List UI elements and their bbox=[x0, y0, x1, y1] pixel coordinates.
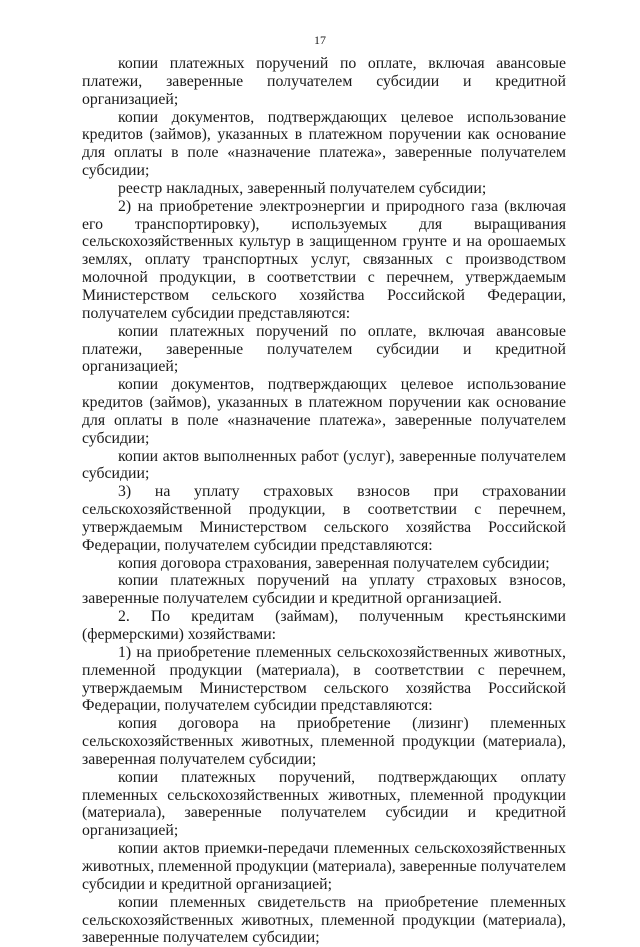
paragraph: 3) на уплату страховых взносов при страховании сельскохозяйственной продукции, в соответствии с перечнем, утверждаемым Министерством сельского хозяйства Российской Федерации, получателем субсидии представляются: bbox=[82, 483, 566, 554]
paragraph: копии документов, подтверждающих целевое использование кредитов (займов), указанных в платежном поручении как основание для оплаты в поле «назначение платежа», заверенные получателем субсидии; bbox=[82, 108, 566, 180]
paragraph: копии платежных поручений на уплату страховых взносов, заверенные получателем субсидии и кредитной организацией. bbox=[82, 572, 566, 608]
paragraph: копии платежных поручений, подтверждающих оплату племенных сельскохозяйственных животных, племенной продукции (материала), заверенные получателем субсидии и кредитной организацией; bbox=[82, 768, 566, 840]
paragraph: копии платежных поручений по оплате, включая авансовые платежи, заверенные получателем субсидии и кредитной организацией; bbox=[82, 322, 566, 376]
paragraph: реестр накладных, заверенный получателем субсидии; bbox=[118, 179, 487, 197]
paragraph: копии актов приемки-передачи племенных сельскохозяйственных животных, племенной продукции (материала), заверенные получателем субсидии и кредитной организацией; bbox=[82, 840, 566, 893]
paragraph: копии платежных поручений по оплате, включая авансовые платежи, заверенные получателем субсидии и кредитной организацией; bbox=[82, 55, 566, 108]
paragraph: копии документов, подтверждающих целевое использование кредитов (займов), указанных в платежном поручении как основание для оплаты в поле «назначение платежа», заверенные получателем субсидии; bbox=[82, 376, 566, 447]
paragraph: копия договора на приобретение (лизинг) племенных сельскохозяйственных животных, племенной продукции (материала), заверенная получателем субсидии; bbox=[82, 715, 566, 768]
paragraph: копии актов выполненных работ (услуг), заверенные получателем субсидии; bbox=[82, 447, 566, 483]
paragraph: копии племенных свидетельств на приобретение племенных сельскохозяйственных животных, племенной продукции (материала), заверенные получателем субсидии; bbox=[82, 893, 566, 947]
paragraph: копия договора страхования, заверенная получателем субсидии; bbox=[118, 554, 550, 572]
paragraph: 2. По кредитам (займам), полученным крестьянскими (фермерскими) хозяйствами: bbox=[82, 608, 566, 643]
document-body bbox=[82, 55, 566, 947]
paragraph: 1) на приобретение племенных сельскохозяйственных животных, племенной продукции (материала), в соответствии с перечнем, утверждаемым Министерством сельского хозяйства Российской Федерации, получателем субсидии представляются: bbox=[82, 643, 566, 715]
page-number: 17 bbox=[314, 33, 326, 47]
paragraph: 2) на приобретение электроэнергии и природного газа (включая его транспортировку), используемых для выращивания сельскохозяйственных культур в защищенном грунте и на орошаемых землях, оплату транспортных услуг, связанных с производством молочной продукции, в соответствии с перечнем, утверждаемым Министерством сельского хозяйства Российской Федерации, получателем субсидии представляются: bbox=[82, 197, 566, 322]
